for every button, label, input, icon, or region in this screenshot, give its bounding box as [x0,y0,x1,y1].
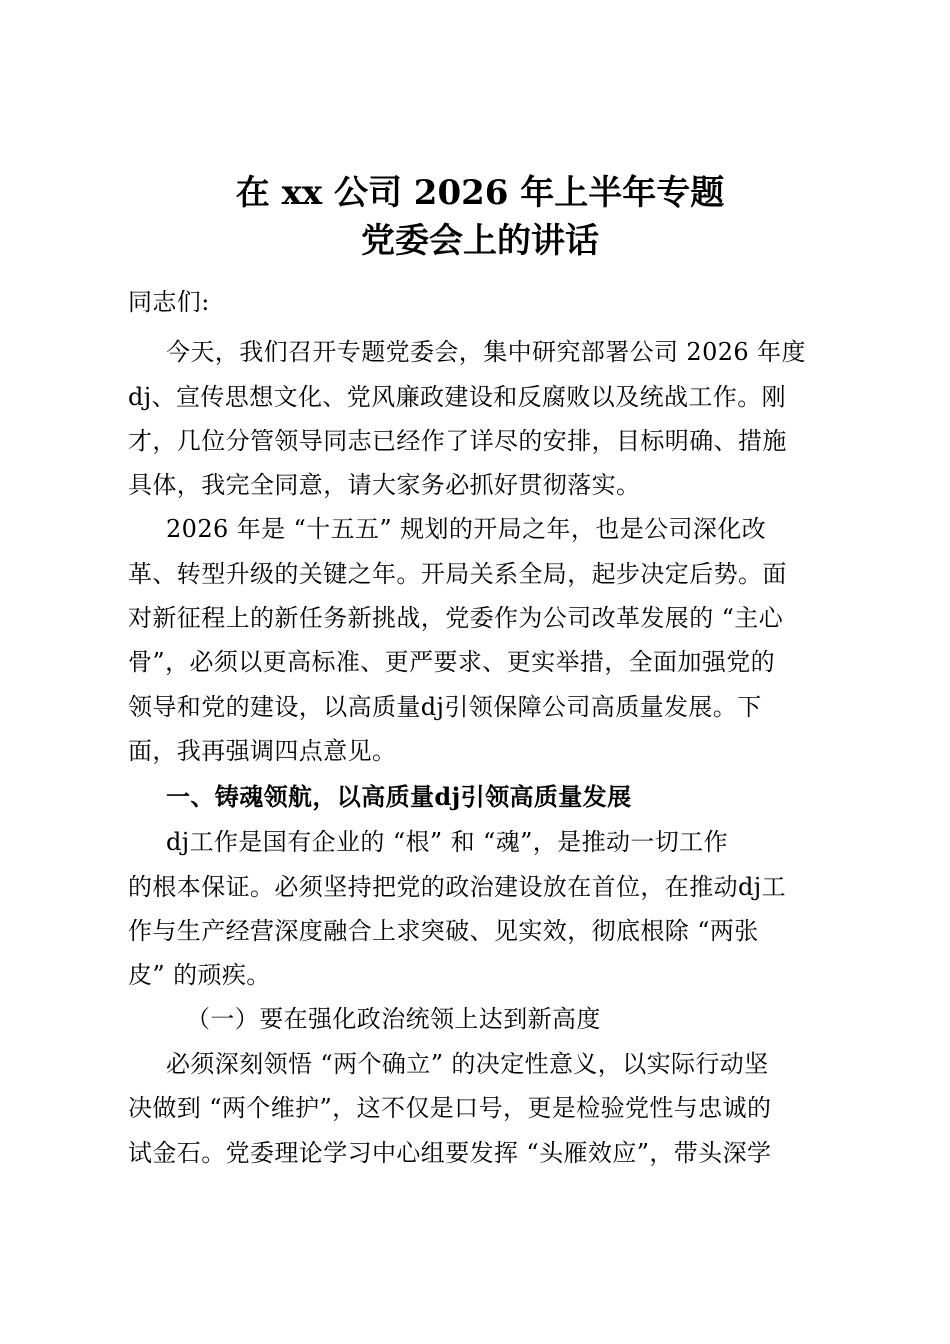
paragraph-1-line-2: dj、宣传思想文化、党风廉政建设和反腐败以及统战工作。刚 [128,383,787,411]
subsection-heading-1: （一）要在强化政治统领上达到新高度 [186,1005,601,1033]
paragraph-2-line-2: 革、转型升级的关键之年。开局关系全局，起步决定后势。面 [128,560,787,588]
paragraph-2-line-5: 领导和党的建设，以高质量dj引领保障公司高质量发展。下 [128,693,762,721]
document-title-line-2: 党委会上的讲话 [361,221,599,261]
paragraph-2-line-6: 面，我再强调四点意见。 [128,737,397,765]
document-title-line-1: 在 xx 公司 2026 年上半年专题 [235,173,725,213]
paragraph-4-line-1: 必须深刻领悟 “两个确立” 的决定性意义，以实际行动坚 [166,1050,769,1078]
paragraph-4-line-2: 决做到 “两个维护”，这不仅是口号，更是检验党性与忠诚的 [128,1094,772,1122]
salutation: 同志们: [128,288,210,316]
paragraph-3-line-3: 作与生产经营深度融合上求突破、见实效，彻底根除 “两张 [128,917,759,945]
paragraph-3-line-4: 皮” 的顽疾。 [128,961,271,989]
paragraph-2-line-1: 2026 年是 “十五五” 规划的开局之年，也是公司深化改 [166,515,767,543]
paragraph-3-line-1: dj工作是国有企业的 “根” 和 “魂”，是推动一切工作 [166,828,728,856]
paragraph-2-line-4: 骨”，必须以更高标准、更严要求、更实举措，全面加强党的 [128,648,776,676]
paragraph-4-line-3: 试金石。党委理论学习中心组要发挥 “头雁效应”，带头深学 [128,1139,772,1167]
paragraph-1-line-3: 才，几位分管领导同志已经作了详尽的安排，目标明确、措施 [128,427,787,455]
paragraph-1-line-1: 今天，我们召开专题党委会，集中研究部署公司 2026 年度 [166,338,806,366]
paragraph-2-line-3: 对新征程上的新任务新挑战，党委作为公司改革发展的 “主心 [128,604,784,632]
paragraph-3-line-2: 的根本保证。必须坚持把党的政治建设放在首位，在推动dj工 [128,873,787,901]
paragraph-1-line-4: 具体，我完全同意，请大家务必抓好贯彻落实。 [128,471,641,499]
section-heading-1: 一、铸魂领航，以高质量dj引领高质量发展 [166,782,632,811]
